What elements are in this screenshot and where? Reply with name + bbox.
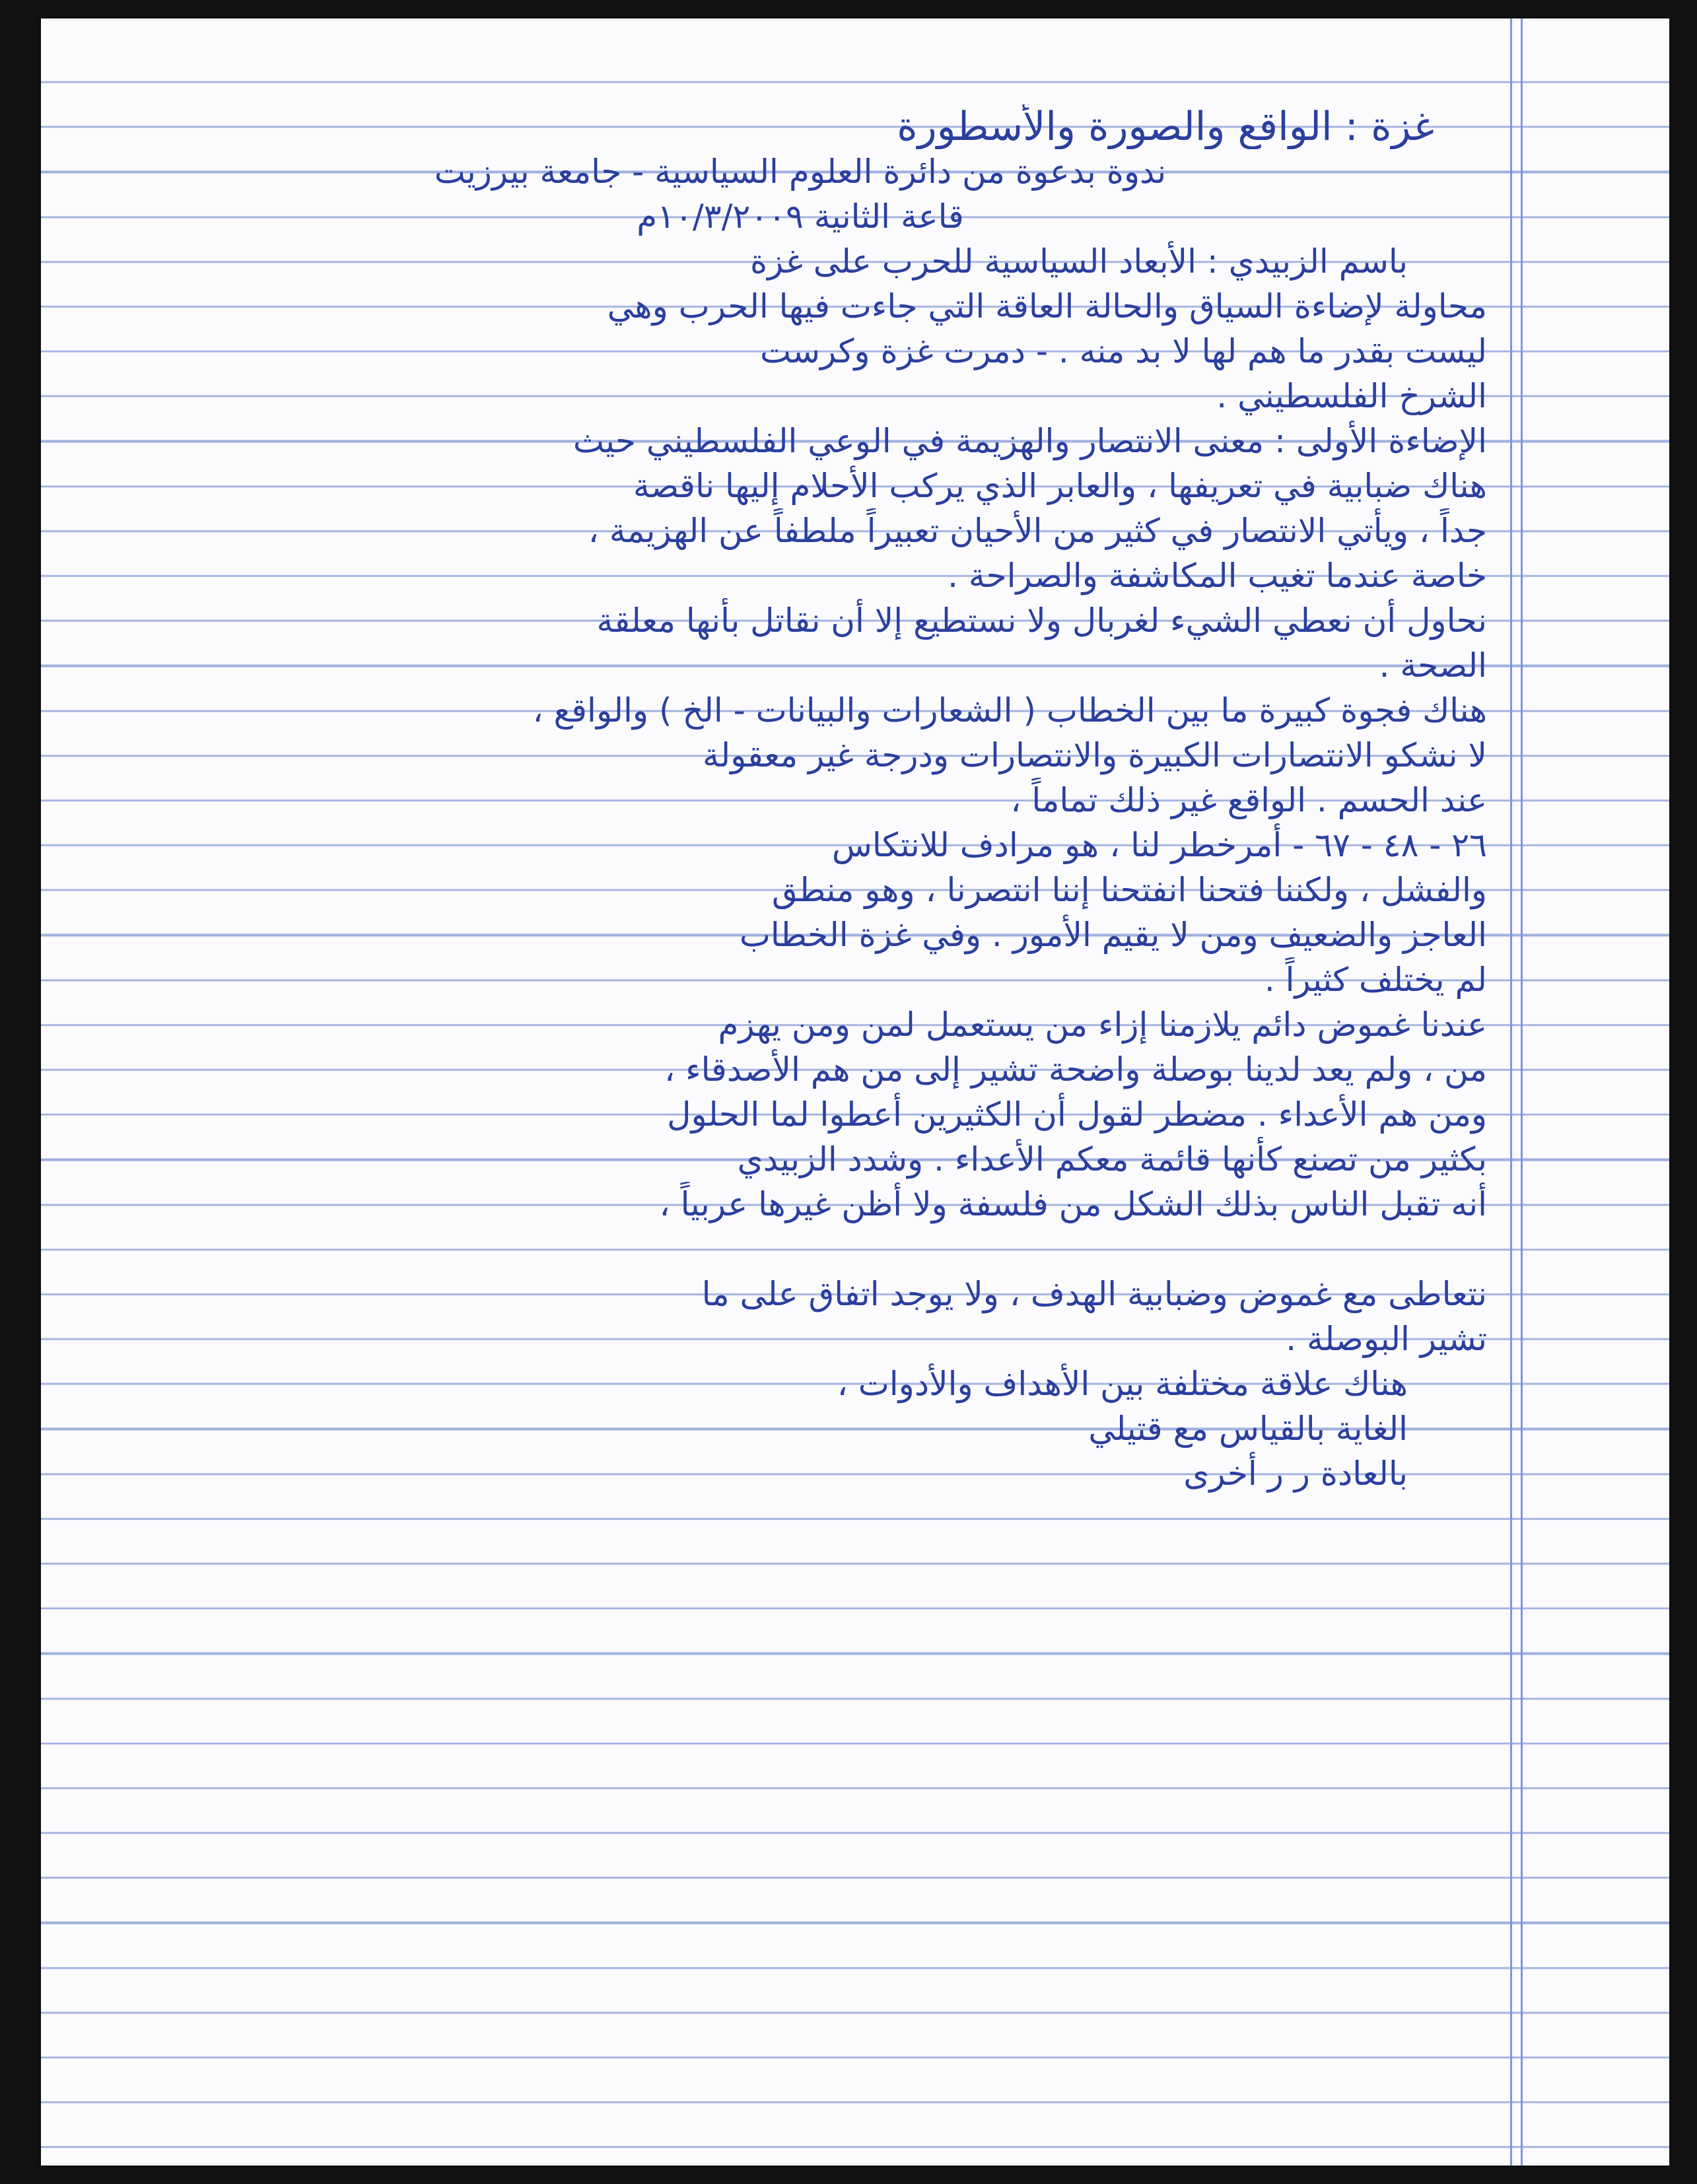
- handwritten-notes: [114, 104, 1487, 1496]
- text-line: نحاول أن نعطي الشيء لغربال ولا نستطيع إلا أن نقاتل بأنها معلقة: [596, 601, 1487, 640]
- text-line: لم يختلف كثيراً .: [1264, 961, 1487, 999]
- text-line: خاصة عندما تغيب المكاشفة والصراحة .: [948, 557, 1487, 595]
- notebook-page: [41, 18, 1669, 2166]
- text-line: ندوة بدعوة من دائرة العلوم السياسية - جامعة بيرزيت: [434, 153, 1167, 191]
- text-line: ٢٦ - ٤٨ - ٦٧ - أمرخطر لنا ، هو مرادف للانتكاس: [831, 826, 1487, 864]
- text-line: الصحة .: [1379, 646, 1487, 685]
- text-line: والفشل ، ولكننا فتحنا انفتحنا إننا انتصرنا ، وهو منطق: [771, 871, 1487, 909]
- text-line: بالعادة ر ر أخرى: [1183, 1454, 1408, 1493]
- text-line: هناك علاقة مختلفة بين الأهداف والأدوات ،: [837, 1365, 1408, 1403]
- text-line: الإضاءة الأولى : معنى الانتصار والهزيمة في الوعي الفلسطيني حيث: [572, 422, 1487, 460]
- text-line: ومن هم الأعداء . مضطر لقول أن الكثيرين أعطوا لما الحلول: [667, 1095, 1487, 1134]
- text-line: باسم الزبيدي : الأبعاد السياسية للحرب على غزة: [749, 242, 1408, 281]
- margin-line-outer: [1521, 18, 1523, 2166]
- text-line: جداً ، ويأتي الانتصار في كثير من الأحيان تعبيراً ملطفاً عن الهزيمة ،: [588, 512, 1487, 550]
- text-line: نتعاطى مع غموض وضبابية الهدف ، ولا يوجد اتفاق على ما: [701, 1275, 1487, 1313]
- text-line: تشير البوصلة .: [1286, 1320, 1487, 1358]
- margin-line-inner: [1510, 18, 1512, 2166]
- text-line: [114, 1227, 1487, 1272]
- text-line: العاجز والضعيف ومن لا يقيم الأمور . وفي غزة الخطاب: [739, 916, 1487, 954]
- text-line: الغاية بالقياس مع قتيلي: [1088, 1410, 1408, 1448]
- text-line: بكثير من تصنع كأنها قائمة معكم الأعداء . وشدد الزبيدي: [737, 1140, 1487, 1178]
- text-line: ليست بقدر ما هم لها لا بد منه . - دمرت غزة وكرست: [760, 332, 1487, 370]
- text-line: أنه تقبل الناس بذلك الشكل من فلسفة ولا أظن غيرها عربياً ،: [659, 1185, 1487, 1223]
- text-line: الشرخ الفلسطيني .: [1216, 377, 1487, 415]
- text-line: محاولة لإضاءة السياق والحالة العاقة التي جاءت فيها الحرب وهي: [607, 287, 1487, 325]
- text-line: هناك فجوة كبيرة ما بين الخطاب ( الشعارات والبيانات - الخ ) والواقع ،: [532, 691, 1487, 730]
- text-line: عندنا غموض دائم يلازمنا إزاء من يستعمل لمن ومن يهزم: [718, 1006, 1487, 1044]
- text-line: هناك ضبابية في تعريفها ، والعابر الذي يركب الأحلام إليها ناقصة: [633, 467, 1487, 505]
- text-line: عند الحسم . الواقع غير ذلك تماماً ،: [1010, 781, 1487, 819]
- document-title: غزة : الواقع والصورة والأسطورة: [897, 104, 1434, 149]
- text-line: لا نشكو الانتصارات الكبيرة والانتصارات ودرجة غير معقولة: [703, 736, 1487, 774]
- text-line: قاعة الثانية ١٠/٣/٢٠٠٩م: [637, 197, 964, 236]
- text-line: من ، ولم يعد لدينا بوصلة واضحة تشير إلى من هم الأصدقاء ،: [664, 1050, 1487, 1089]
